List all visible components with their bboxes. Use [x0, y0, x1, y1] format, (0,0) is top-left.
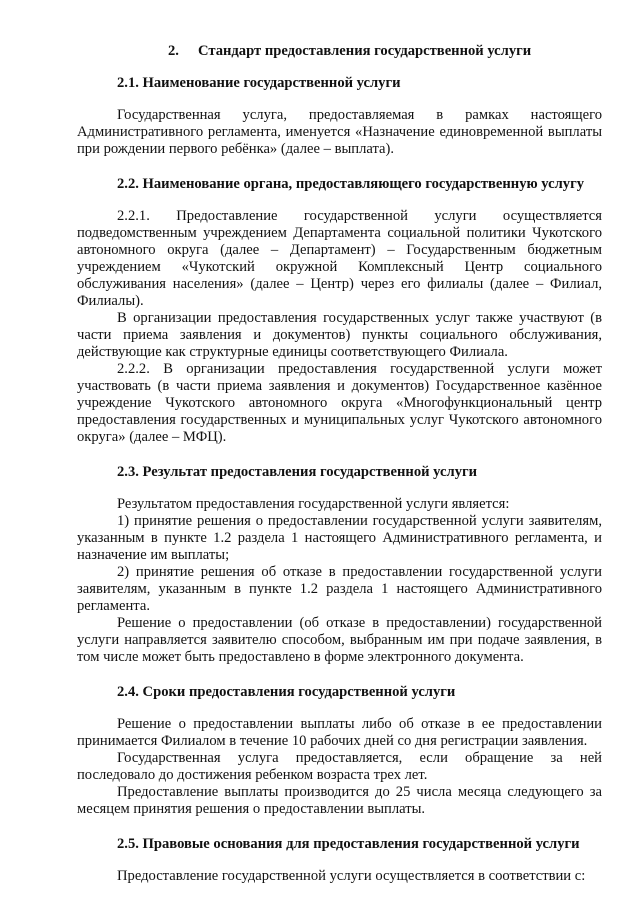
section-title-2-2: 2.2. Наименование органа, предоставляющего государственную услугу: [117, 176, 585, 192]
paragraph: В организации предоставления государственных услуг также участвуют (в части приема заявления и документов) пункты социального обслуживания, действующие как структурные единицы соответствующего Филиала.: [77, 310, 602, 360]
section-title-2-1: 2.1. Наименование государственной услуги: [117, 75, 401, 91]
paragraph: Государственная услуга предоставляется, если обращение за ней последовало до достижения ребенком возраста трех лет.: [77, 750, 602, 783]
paragraph: Предоставление государственной услуги осуществляется в соответствии с:: [117, 868, 586, 884]
paragraph: 2.2.2. В организации предоставления государственной услуги может участвовать (в части приема заявления и документов) Государственное казённое учреждение Чукотского автономного округа «Многофункциональный центр предоставления государственных и муниципальных услуг Чукотского автономного округа» (далее – МФЦ).: [77, 361, 602, 445]
paragraph: Предоставление выплаты производится до 25 числа месяца следующего за месяцем принятия решения о предоставлении выплаты.: [77, 784, 602, 817]
paragraph: 2.2.1. Предоставление государственной услуги осуществляется подведомственным учреждением Департамента социальной политики Чукотского автономного округа (далее – Департамент) – Государственным бюджетным учреждением «Чукотский окружной Комплексный Центр социального обслуживания населения» (далее – Центр) через его филиалы (далее – Филиал, Филиалы).: [77, 208, 602, 309]
chapter-title: [77, 43, 602, 75]
paragraph: Решение о предоставлении (об отказе в предоставлении) государственной услуги направляется заявителю способом, выбранным им при подаче заявления, в том числе может быть предоставлено в форме электронного документа.: [77, 615, 602, 665]
paragraph: Результатом предоставления государственной услуги является:: [117, 496, 510, 512]
section-title-2-4: 2.4. Сроки предоставления государственной услуги: [117, 684, 456, 700]
chapter-number: 2.: [168, 43, 179, 59]
section-title-2-3: 2.3. Результат предоставления государственной услуги: [117, 464, 478, 480]
list-item: 1) принятие решения о предоставлении государственной услуги заявителям, указанным в пункте 1.2 раздела 1 настоящего Административного регламента, и назначение им выплаты;: [77, 513, 602, 563]
paragraph: Государственная услуга, предоставляемая в рамках настоящего Административного регламента, именуется «Назначение единовременной выплаты при рождении первого ребёнка» (далее – выплата).: [77, 107, 602, 157]
list-item: 2) принятие решения об отказе в предоставлении государственной услуги заявителям, указанным в пункте 1.2 раздела 1 настоящего Административного регламента.: [77, 564, 602, 614]
paragraph: Решение о предоставлении выплаты либо об отказе в ее предоставлении принимается Филиалом в течение 10 рабочих дней со дня регистрации заявления.: [77, 716, 602, 749]
chapter-title-text: Стандарт предоставления государственной услуги: [198, 43, 532, 59]
section-title-2-5: 2.5. Правовые основания для предоставления государственной услуги: [117, 836, 580, 852]
